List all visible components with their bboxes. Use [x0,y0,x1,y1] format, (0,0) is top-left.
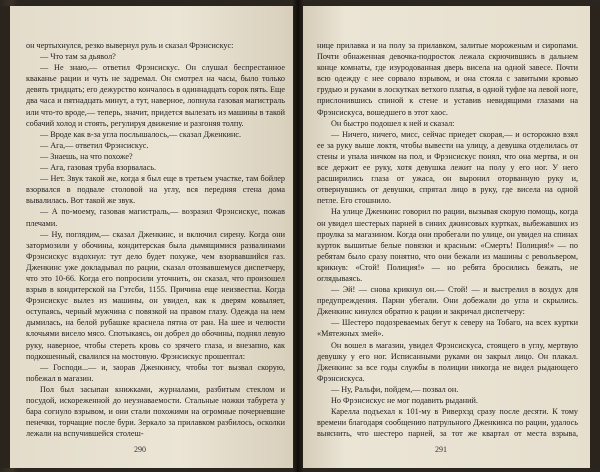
paragraph: Пол был засыпан книжками, журналами, разбитым стеклом и посудой, искореженной до неузнаваемости. Стальные ножки табурета у бара согнуло взрывом, и они стали похожими на огромные почерневшие пенечки, торчащие после бури. Зеркало за прилавком разбилось, осколки лежали на вспучившейся столеш- [26,384,285,439]
paragraph: — Что там за дьявол? [40,52,116,62]
left-page-text [26,40,285,439]
paragraph: — Ага,— ответил Фрэнсискус. [40,140,149,150]
left-page [10,6,293,468]
right-page-text [317,40,578,440]
paragraph: — Эй! — снова крикнул он.— Стой! — и выстрелил в воздух для предупреждения. Парни убегали. Они добежали до угла и скрылись. Дженкинс кинулся обратно к рации и закричал диспетчеру: [317,285,578,317]
right-cover-edge [590,6,600,468]
paragraph: — Знаешь, на что похоже? [40,151,133,161]
paragraph: Он быстро подошел к ней и сказал: [331,118,455,128]
paragraph: — Ну, поглядим,— сказал Дженкинс, и включил сирену. Когда они затормозили у обочины, кондитерская была дымящимися развалинами Фрэнсискус вздохнул: тут дело будет похуже, чем взорвавшийся газ. Дженкинс уже докладывал по рации, сказал отозвавшемуся диспетчеру, что это 10-66. Когда его попросили уточнить, он сказал, что произошел взрыв в кондитерской на Гэтсби, 1155. Причина еще неизвестна. Когда Фрэнсискус вылез из машины, он увидел, как к дверям ковыляет, оступаясь, черный мужчина с повязкой на правом глазу. Одежда на нем дымилась, на белой рубашке краснела пятна от ран. На шее и челюсти клочьями висело мясо. Спотыкаясь, он добрел до обочины, поднял левую руку, наверное, чтобы стереть кровь со зрячего глаза, и внезапно, как подкошенный, свалился на мостовую. Фрэнсискус прошептал: [26,229,285,361]
left-page-number: 290 [134,445,146,454]
paragraph: — Не знаю,— ответил Фрэнсискус. Он слушал беспрестанное кваканье рации и чуть не задремал. Он смотрел на часы, было только девять тридцать; его дежурство кончалось в одиннадцать сорок пять. Еще два часа и пятнадцать минут, а тут, наверное, лопнула газовая магистраль или что-то вроде,— теперь, значит, придется вылезать из машины в такой собачий холод и стоять, регулируя движение и разгоняя толпу. [26,63,285,128]
paragraph: — Господи...— и, заорав Дженкинсу, чтобы тот вызвал скорую, побежал в магазин. [26,362,285,383]
book-gutter [293,0,303,472]
paragraph: — Ну, Ральфи, пойдем,— позвал он. [331,384,459,394]
paragraph: Карелла подъехал к 101-му в Риверхэд сразу после десяти. К тому времени благодаря сообщению патрульного Дженкинса по рации, удалось выяснить, что шестеро парней, за тот же квартал от места взрыва, [317,407,578,439]
paragraph: Он вошел в магазин, увидел Фрэнсискуса, стоящего в углу, мертвую девушку у его ног. Исписанными руками он закрыл лицо. Он плакал. Дженкинс за все годы службы в полиции никогда не видел рыдающего Фрэнсискуса. [317,340,578,383]
paragraph: — А по-моему, газовая магистраль,— возразил Фрэнсискус, пожав плечами. [26,207,285,228]
paragraph: — Вроде как в-за угла послышалось,— сказал Дженкинс. [40,129,242,139]
paragraph: На улице Дженкинс говорил по рации, вызывая скорую помощь, когда он увидел шестерых парней в синих джинсовых куртках, выбежавших из проулка за магазином. Когда они пробегали по улице, он увидел на спинах курток вышитые белые повязки и красным: «Смерть! Полиция!» — по ребятам было сразу понятно, что они бежали из машины с револьвером, крикнув: «Стой! Полиция!» — но ребята бросились бежать, не оглядываясь. [317,207,578,283]
paragraph: — Ага, газовая труба взорвалась. [40,163,157,173]
paragraph: он чертыхнулся, резко вывернул руль и сказал Фрэнсискус: [26,41,234,50]
paragraph: нице прилавка и на полу за прилавком, залитые мороженым и сиропами. Почти обнаженная девочка-подросток лежала скрючившись в дальнем конце комнаты, где изуродованная дверь висела на одной завесе. Почти всю одежду с нее сорвало взрывом, и она стояла с завитыми кровью грудью и руками в лоскутках ветхого платья, в одной туфле на левой ноге, прислонившись спиной к стене и уставив невидящими глазами на Фрэнсискуса, вошедшего в этот хаос. [317,41,578,117]
paragraph: — Шестеро подозреваемых бегут к северу на Тобаго, на всех куртки «Мятежных змей». [317,318,578,339]
paragraph: Но Фрэнсискус не мог подавить рыданий. [331,396,478,405]
left-cover-edge [0,6,10,468]
paragraph: — Нет. Звук такой же, когда я был еще в третьем участке, там бойлер взорвался в подвале столовой на углу, вся передняя стена дома вывалилась. Вот такой же звук. [26,174,285,206]
paragraph: — Ничего, ничего, мисс, сейчас приедет скорая,— и осторожно взял ее за руку выше локтя, чтобы вывести на улицу, а девушка отделилась от стены и упала ничком на пол, и Фрэнсискус понял, что она мертва, и он все держит ее руку, хотя девушка лежит на полу у его ног. У него расширились глаза от ужаса, он выронил оторванную руку и, отвернувшись от девушки, спрятал лицо в руку, где висела на одной петле. Его стошнило. [317,129,578,206]
right-page-number: 291 [435,445,447,454]
right-page [303,6,590,468]
